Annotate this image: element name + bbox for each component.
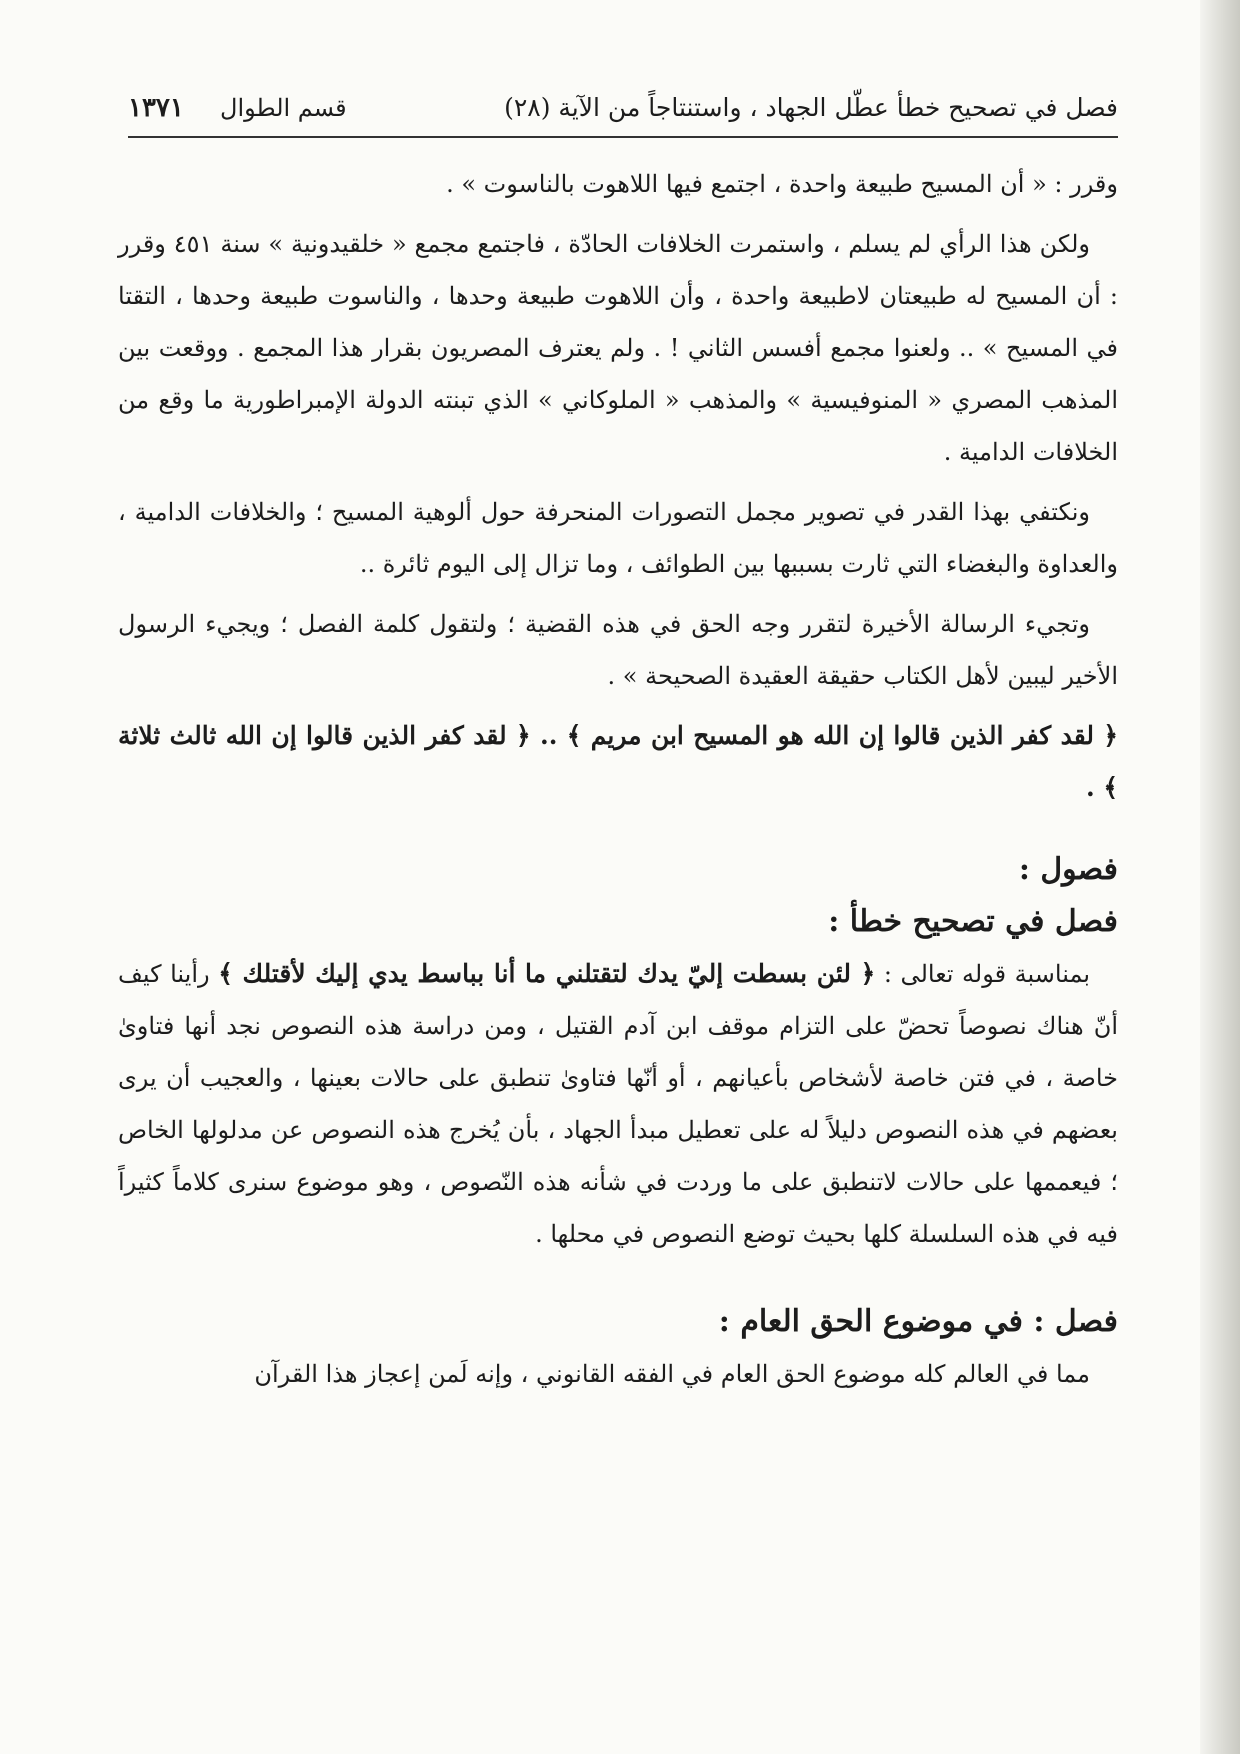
quran-verse: ﴿ لقد كفر الذين قالوا إن الله هو المسيح ابن مريم ﴾ .. ﴿ لقد كفر الذين قالوا إن الله ثالث ثلاثة ﴾ .: [118, 721, 1118, 802]
running-header: [128, 88, 1118, 132]
tashih-verse: ﴿ لئن بسطت إليّ يدك لتقتلني ما أنا بباسط يدي إليك لأقتلك ﴾: [218, 959, 876, 988]
paragraph-haqq: مما في العالم كله موضوع الحق العام في الفقه القانوني ، وإنه لَمن إعجاز هذا القرآن: [254, 1360, 1090, 1388]
page-number: ١٣٧١: [128, 93, 184, 123]
paragraph-tashih: [118, 948, 1118, 1260]
paragraph: ونكتفي بهذا القدر في تصوير مجمل التصورات المنحرفة حول ألوهية المسيح ؛ والخلافات الدامية ، والعداوة والبغضاء التي ثارت بسببها بين الطوائف ، وما تزال إلى اليوم ثائرة ..: [118, 498, 1118, 578]
heading-fusul: فصول :: [1018, 852, 1118, 887]
page-body: [118, 158, 1118, 1400]
paragraph: وقرر : « أن المسيح طبيعة واحدة ، اجتمع فيها اللاهوت بالناسوت » .: [446, 170, 1118, 198]
heading-haqq: فصل : في موضوع الحق العام :: [718, 1304, 1118, 1339]
section-title: قسم الطوال: [220, 94, 347, 122]
tashih-intro: بمناسبة قوله تعالى :: [875, 960, 1091, 988]
paragraph: ولكن هذا الرأي لم يسلم ، واستمرت الخلافات الحادّة ، فاجتمع مجمع « خلقيدونية » سنة ٤٥١ وقرر : أن المسيح له طبيعتان لاطبيعة واحدة ، وأن اللاهوت طبيعة وحدها ، والناسوت طبيعة وحدها ، التقتا في المسيح » .. ولعنوا مجمع أفسس الثاني ! . ولم يعترف المصريون بقرار هذا المجمع . ووقعت بين المذهب المصري « المنوفيسية » والمذهب « الملوكاني » الذي تبنته الدولة الإمبراطورية ما وقع من الخلافات الدامية .: [118, 230, 1118, 466]
header-rule: [128, 136, 1118, 138]
chapter-title: فصل في تصحيح خطأ عطّل الجهاد ، واستنتاجاً من الآية (٢٨): [504, 93, 1118, 122]
book-spine-shadow: [1200, 0, 1240, 1754]
paragraph: وتجيء الرسالة الأخيرة لتقرر وجه الحق في هذه القضية ؛ ولتقول كلمة الفصل ؛ ويجيء الرسول الأخير ليبين لأهل الكتاب حقيقة العقيدة الصحيحة » .: [118, 610, 1118, 690]
tashih-body: رأينا كيف أنّ هناك نصوصاً تحضّ على التزام موقف ابن آدم القتيل ، ومن دراسة هذه النصوص نجد أنها فتاوىٰ خاصة ، في فتن خاصة لأشخاص بأعيانهم ، أو أنّها فتاوىٰ تنطبق على حالات بعينها ، والعجيب أن يرى بعضهم في هذه النصوص دليلاً له على تعطيل مبدأ الجهاد ، بأن يُخرج هذه النصوص عن مدلولها الخاص ؛ فيعممها على حالات لاتنطبق على ما وردت في شأنه هذه النّصوص ، وهو موضوع سنرى كلاماً كثيراً فيه في هذه السلسلة كلها بحيث توضع النصوص في محلها .: [118, 960, 1118, 1248]
heading-tashih: فصل في تصحيح خطأ :: [828, 904, 1118, 939]
